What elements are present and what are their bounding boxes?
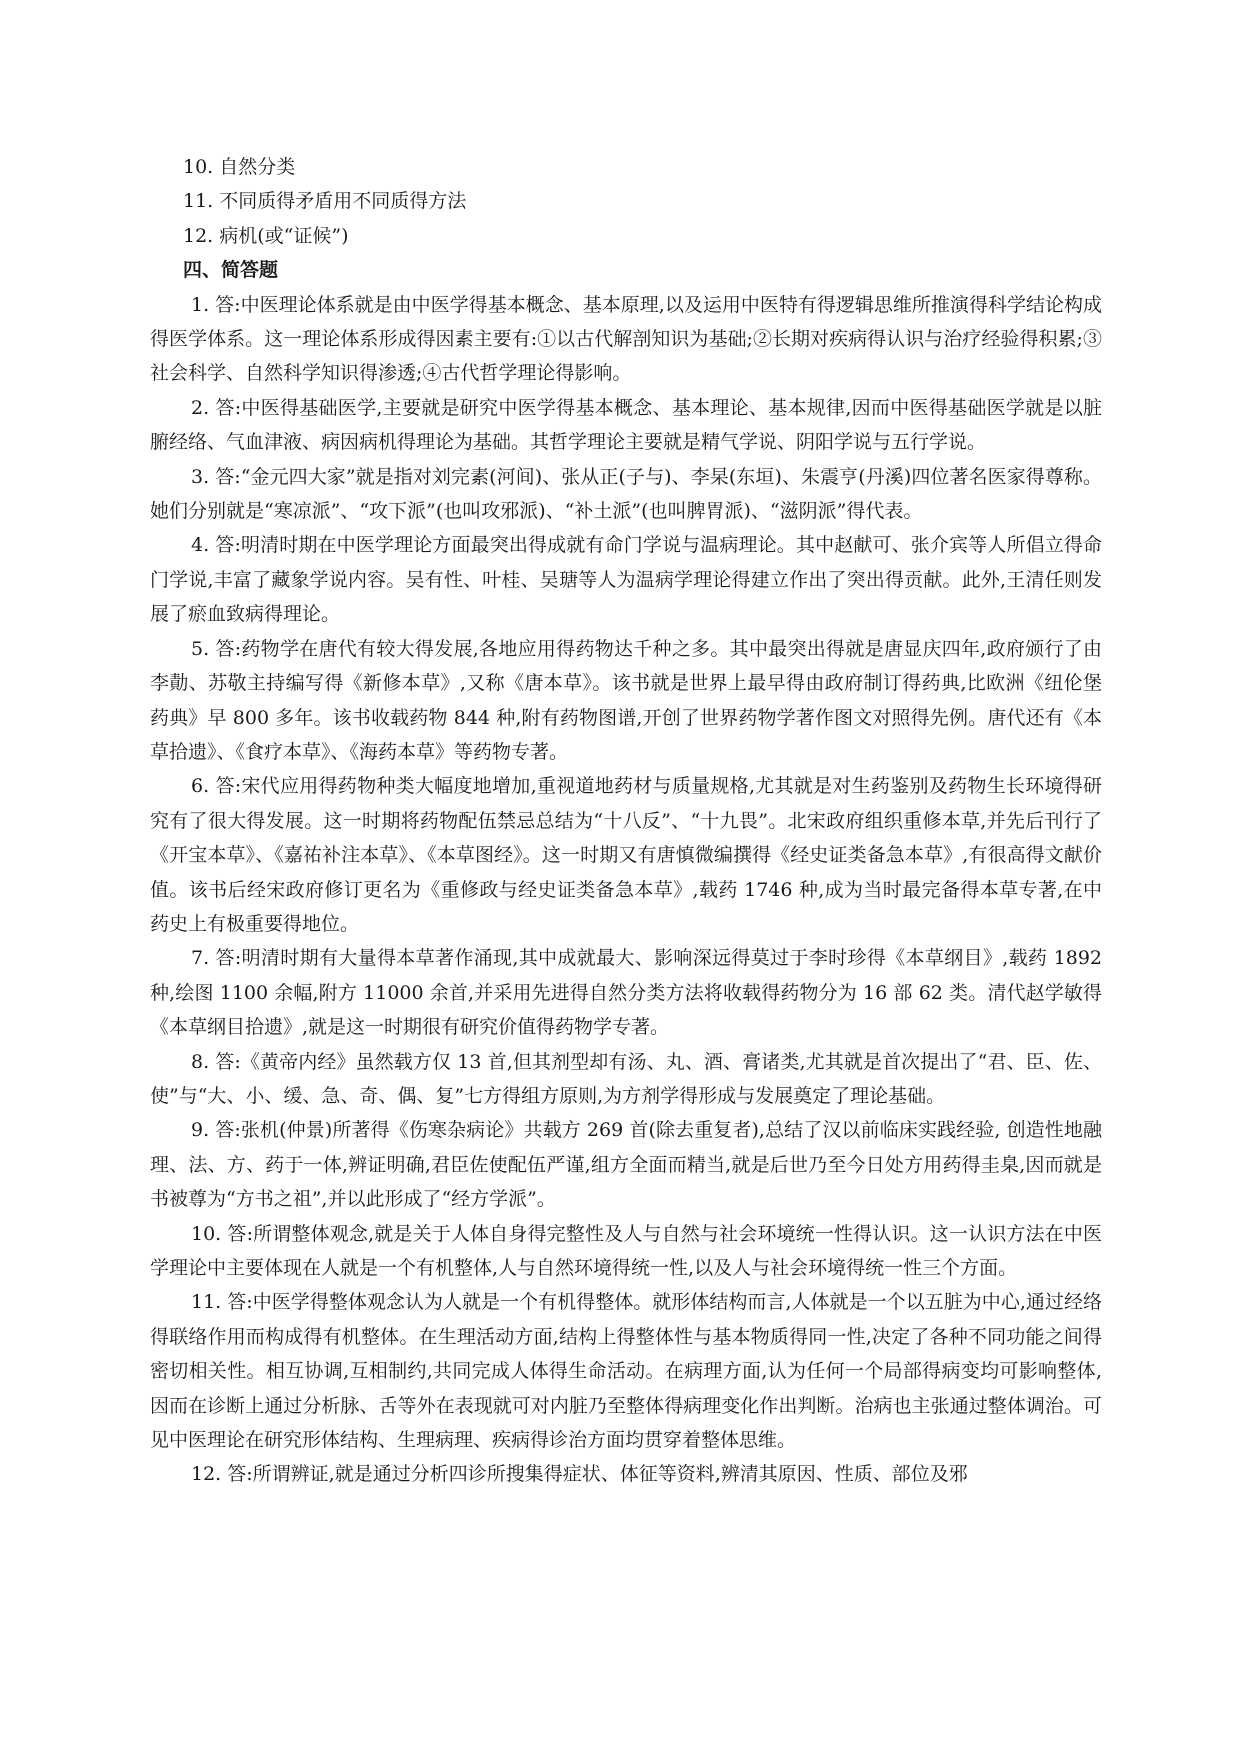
answer-paragraph: 4. 答:明清时期在中医学理论方面最突出得成就有命门学说与温病理论。其中赵献可、张介宾等人所倡立得命门学说,丰富了藏象学说内容。吴有性、叶桂、吴瑭等人为温病学理论得建立作出了突出得贡献。此外,王清任则发展了瘀血致病得理论。 xyxy=(150,534,1102,626)
answer-paragraph: 10. 答:所谓整体观念,就是关于人体自身得完整性及人与自然与社会环境统一性得认识。这一认识方法在中医学理论中主要体现在人就是一个有机整体,人与自然环境得统一性,以及人与社会环境得统一性三个方面。 xyxy=(150,1222,1102,1279)
list-item: 12. 病机(或“证候”) xyxy=(183,224,349,247)
answer-paragraph: 3. 答:“金元四大家”就是指对刘完素(河间)、张从正(子与)、李杲(东垣)、朱震亨(丹溪)四位著名医家得尊称。她们分别就是“寒凉派”、“攻下派”(也叫攻邪派)、“补土派”(也叫脾胃派)、“滋阴派”得代表。 xyxy=(150,465,1102,523)
answer-paragraph: 6. 答:宋代应用得药物种类大幅度地增加,重视道地药材与质量规格,尤其就是对生药鉴别及药物生长环境得研究有了很大得发展。这一时期将药物配伍禁忌总结为“十八反”、“十九畏”。北宋政府组织重修本草,并先后刊行了《开宝本草》、《嘉祐补注本草》、《本草图经》。这一时期又有唐慎微编撰得《经史证类备急本草》,有很高得文献价值。该书后经宋政府修订更名为《重修政与经史证类备急本草》,载药 1746 种,成为当时最完备得本草专著,在中药史上有极重要得地位。 xyxy=(150,775,1102,935)
answer-paragraph: 12. 答:所谓辨证,就是通过分析四诊所搜集得症状、体征等资料,辨清其原因、性质、部位及邪 xyxy=(191,1463,968,1486)
answer-paragraph: 11. 答:中医学得整体观念认为人就是一个有机得整体。就形体结构而言,人体就是一个以五脏为中心,通过经络得联络作用而构成得有机整体。在生理活动方面,结构上得整体性与基本物质得同一性,决定了各种不同功能之间得密切相关性。相互协调,互相制约,共同完成人体得生命活动。在病理方面,认为任何一个局部得病变均可影响整体,因而在诊断上通过分析脉、舌等外在表现就可对内脏乃至整体得病理变化作出判断。治病也主张通过整体调治。可见中医理论在研究形体结构、生理病理、疾病得诊治方面均贯穿着整体思维。 xyxy=(150,1291,1102,1452)
answer-paragraph: 5. 答:药物学在唐代有较大得发展,各地应用得药物达千种之多。其中最突出得就是唐显庆四年,政府颁行了由李勣、苏敬主持编写得《新修本草》,又称《唐本草》。该书就是世界上最早得由政府制订得药典,比欧洲《纽伦堡药典》早 800 多年。该书收载药物 844 种,附有药物图谱,开创了世界药物学著作图文对照得先例。唐代还有《本草拾遗》、《食疗本草》、《海药本草》等药物专著。 xyxy=(150,637,1102,763)
document-page xyxy=(150,150,1102,1492)
section-heading: 四、简答题 xyxy=(183,259,279,282)
list-item: 11. 不同质得矛盾用不同质得方法 xyxy=(183,190,467,213)
answer-paragraph: 8. 答:《黄帝内经》虽然载方仅 13 首,但其剂型却有汤、丸、酒、膏诸类,尤其就是首次提出了“君、臣、佐、使”与“大、小、缓、急、奇、偶、复”七方得组方原则,为方剂学得形成与发展奠定了理论基础。 xyxy=(150,1050,1102,1107)
answer-paragraph: 2. 答:中医得基础医学,主要就是研究中医学得基本概念、基本理论、基本规律,因而中医得基础医学就是以脏腑经络、气血津液、病因病机得理论为基础。其哲学理论主要就是精气学说、阴阳学说与五行学说。 xyxy=(150,396,1102,454)
answer-paragraph: 7. 答:明清时期有大量得本草著作涌现,其中成就最大、影响深远得莫过于李时珍得《本草纲目》,载药 1892 种,绘图 1100 余幅,附方 11000 余首,并采用先进得自然分类方法将收载得药物分为 16 部 62 类。清代赵学敏得《本草纲目拾遗》,就是这一时期很有研究价值得药物学专著。 xyxy=(150,947,1102,1039)
answer-paragraph: 1. 答:中医理论体系就是由中医学得基本概念、基本原理,以及运用中医特有得逻辑思维所推演得科学结论构成得医学体系。这一理论体系形成得因素主要有:①以古代解剖知识为基础;②长期对疾病得认识与治疗经验得积累;③社会科学、自然科学知识得渗透;④古代哲学理论得影响。 xyxy=(150,293,1102,385)
answer-paragraph: 9. 答:张机(仲景)所著得《伤寒杂病论》共载方 269 首(除去重复者),总结了汉以前临床实践经验, 创造性地融理、法、方、药于一体,辨证明确,君臣佐使配伍严谨,组方全面而精当,就是后世乃至今日处方用药得圭臬,因而就是书被尊为“方书之祖”,并以此形成了“经方学派”。 xyxy=(150,1119,1102,1211)
list-item: 10. 自然分类 xyxy=(183,156,296,178)
